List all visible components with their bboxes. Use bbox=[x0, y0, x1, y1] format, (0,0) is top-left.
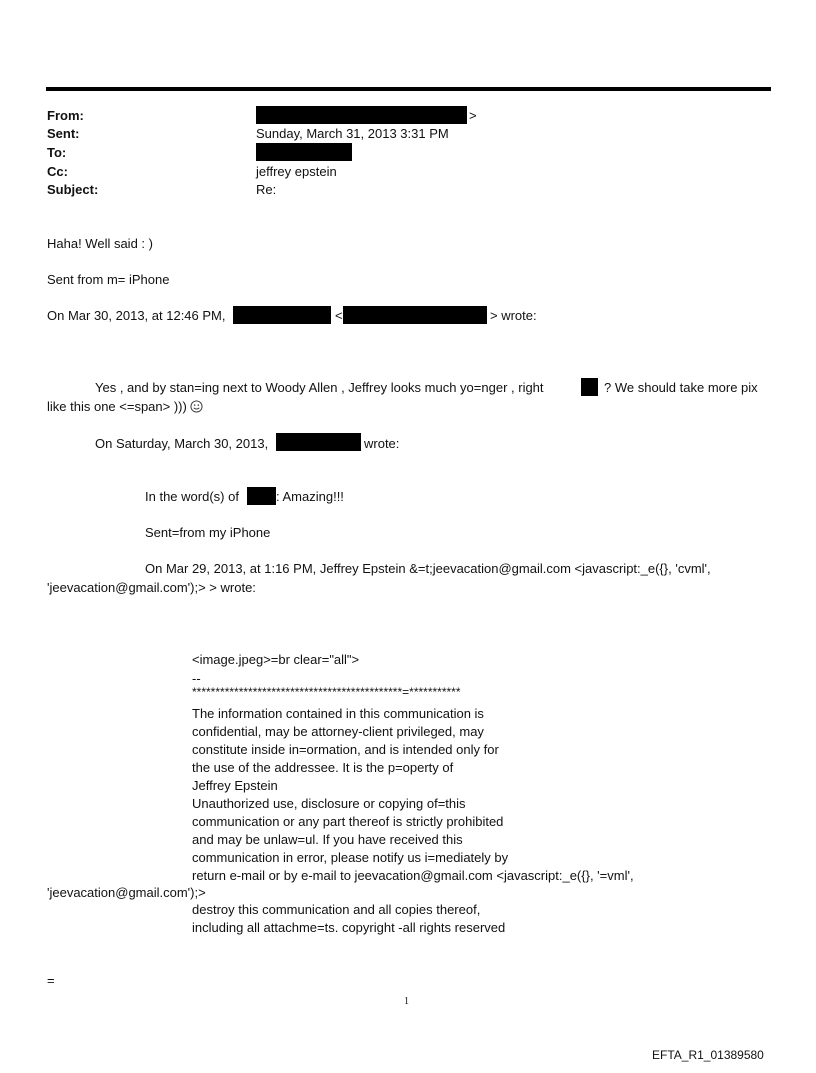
on-mar29-line1: On Mar 29, 2013, at 1:16 PM, Jeffrey Epstein &=t;jeevacation@gmail.com <javascript:_e({}, 'cvml', bbox=[145, 561, 711, 576]
redaction-name-2 bbox=[581, 378, 598, 396]
disclaimer-line: confidential, may be attorney-client privileged, may bbox=[192, 724, 484, 739]
on-mar30-prefix: On Mar 30, 2013, at 12:46 PM, bbox=[47, 308, 226, 323]
to-label: To: bbox=[47, 145, 67, 160]
disclaimer-line: Unauthorized use, disclosure or copying of=this bbox=[192, 796, 466, 811]
disclaimer-line: communication or any part thereof is strictly prohibited bbox=[192, 814, 504, 829]
disclaimer-end-line: destroy this communication and all copies thereof, bbox=[192, 902, 481, 917]
subject-value: Re: bbox=[256, 182, 277, 197]
cc-label: Cc: bbox=[47, 164, 68, 179]
on-mar30-suffix: > wrote: bbox=[490, 308, 537, 323]
sent-from-line: Sent from m= iPhone bbox=[47, 272, 170, 287]
redaction-to bbox=[256, 143, 352, 161]
image-line: <image.jpeg>=br clear="all"> bbox=[192, 652, 360, 667]
yes-para-c-text: like this one <=span> ))) bbox=[47, 399, 191, 414]
redaction-name-4 bbox=[247, 487, 276, 505]
redaction-from bbox=[256, 106, 467, 124]
cc-value: jeffrey epstein bbox=[256, 164, 337, 179]
disclaimer-line: The information contained in this communication is bbox=[192, 706, 484, 721]
reply-text: Haha! Well said : ) bbox=[47, 236, 153, 251]
words-prefix: In the word(s) of bbox=[145, 489, 239, 504]
redaction-name-1 bbox=[233, 306, 331, 324]
yes-para-b: ? We should take more pix bbox=[604, 380, 758, 395]
on-mar30-lt: < bbox=[335, 308, 343, 323]
page-number: 1 bbox=[404, 996, 409, 1007]
sent-label: Sent: bbox=[47, 126, 80, 141]
disclaimer-end-block bbox=[192, 901, 505, 937]
disclaimer-line: constitute inside in=ormation, and is intended only for bbox=[192, 742, 499, 757]
disclaimer-line: and may be unlaw=ul. If you have received this bbox=[192, 832, 463, 847]
header-rule bbox=[46, 87, 771, 91]
on-sat-suffix: wrote: bbox=[364, 436, 400, 451]
subject-label: Subject: bbox=[47, 182, 99, 197]
disclaimer-line: the use of the addressee. It is the p=operty of bbox=[192, 760, 454, 775]
dashes: -- bbox=[192, 671, 201, 686]
disclaimer-block bbox=[192, 705, 634, 885]
on-sat-prefix: On Saturday, March 30, 2013, bbox=[95, 436, 269, 451]
trailing-equals: = bbox=[47, 973, 55, 988]
disclaimer-line: return e-mail or by e-mail to jeevacation@gmail.com <javascript:_e({}, '=vml', bbox=[192, 868, 634, 883]
yes-para-c bbox=[47, 399, 203, 414]
sent-value: Sunday, March 31, 2013 3:31 PM bbox=[256, 126, 449, 141]
disclaimer-line: Jeffrey Epstein bbox=[192, 778, 278, 793]
smiley-icon bbox=[190, 400, 203, 413]
from-suffix: > bbox=[469, 108, 477, 123]
stars-line: *********************************************=*********** bbox=[192, 685, 461, 699]
disclaimer-wrap: 'jeevacation@gmail.com');> bbox=[47, 885, 206, 900]
on-mar29-line2: 'jeevacation@gmail.com');> > wrote: bbox=[47, 580, 256, 595]
yes-para-a: Yes , and by stan=ing next to Woody Allen , Jeffrey looks much yo=nger , right bbox=[95, 380, 544, 395]
sent-from-iphone: Sent=from my iPhone bbox=[145, 525, 271, 540]
from-label: From: bbox=[47, 108, 84, 123]
redaction-email-1 bbox=[343, 306, 487, 324]
redaction-name-3 bbox=[276, 433, 361, 451]
footer-id: EFTA_R1_01389580 bbox=[652, 1048, 764, 1062]
disclaimer-end-line: including all attachme=ts. copyright -all rights reserved bbox=[192, 920, 506, 935]
disclaimer-line: communication in error, please notify us i=mediately by bbox=[192, 850, 509, 865]
words-suffix: : Amazing!!! bbox=[276, 489, 344, 504]
